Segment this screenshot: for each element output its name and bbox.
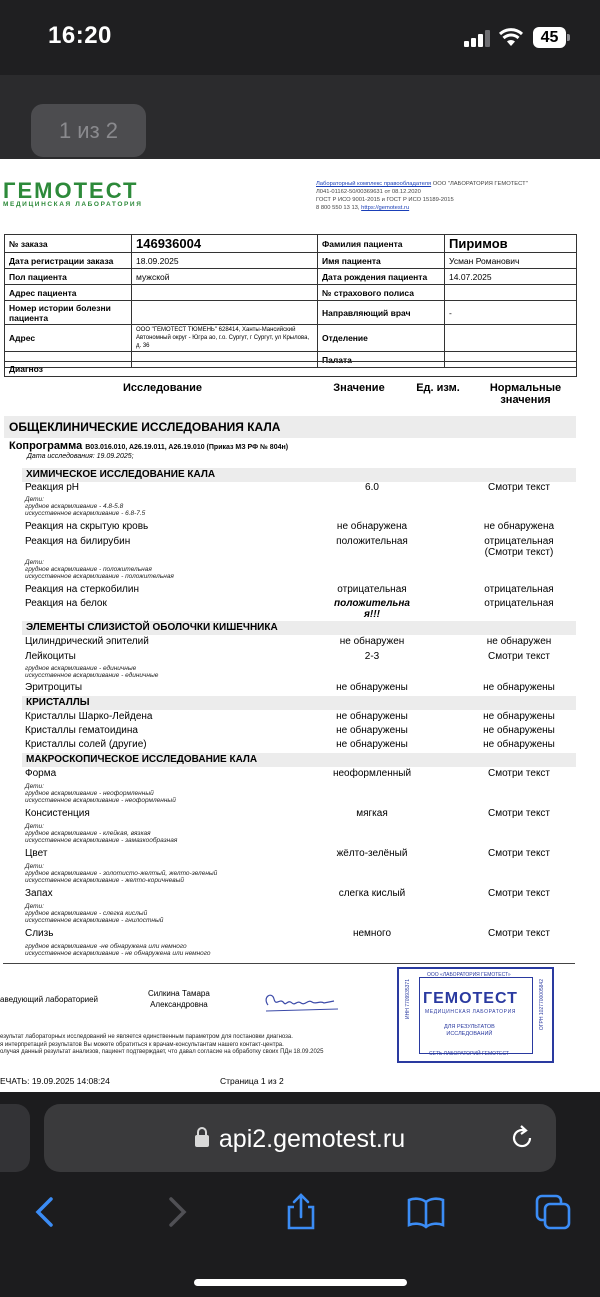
back-icon[interactable] — [26, 1192, 66, 1232]
reload-icon[interactable] — [508, 1124, 536, 1152]
pdf-viewer-header — [0, 75, 600, 159]
signature — [258, 987, 343, 1017]
page-number: Страница 1 из 2 — [220, 1076, 284, 1086]
home-indicator[interactable] — [194, 1279, 407, 1286]
col-norm: Нормальные значения — [489, 382, 562, 406]
ref-note: Дети: грудное вскармливание - золотисто-желтый, желто-зеленый искусственное вскармливание - желто-коричневый — [25, 863, 218, 884]
lab-report-document[interactable]: ГЕМОТЕСТ МЕДИЦИНСКАЯ ЛАБОРАТОРИЯ Лабораторный комплекс правообладателя ООО "ЛАБОРАТОРИЯ ГЕМОТЕСТ" Л041-01162-50/00369631 от 08.12.2020 ГОСТ Р ИСО 9001-2015 и ГОСТ Р ИСО 15189-2015 8 800 550 13 13, https://gemotest.ru № заказа 146936004 Фамилия пациента Пиримов Дата регистрации заказа 18.09.2025 Имя пациента Усман Романович Пол пациента мужской Дата рождения пациента 14.07.2025 Адрес пациента № страхового полиса Номер истории болезни пациента Направляющий врач - Адрес ООО "ГЕМОТЕСТ ТЮМЕНЬ" 628414, Ханты-Мансийский Автономный округ - Югра ао, г.о. Сургут, г Сургут, ул Крылова, д. 36 Отделение Палата Диагноз Исследование Значение Ед. изм. Нормальные значения ОБЩЕКЛИНИЧЕСКИЕ ИССЛЕДОВАНИЯ КАЛА Копрограмма B03.016.010, A26.19.011, A26.19.010 (Приказ МЗ РФ № 804н) Дата исследования: 19.09.2025; ХИМИЧЕСКОЕ ИССЛЕДОВАНИЕ КАЛА Реакция pH 6.0 Смотри текст Дети: грудное вскармливание - 4.8-5.8 искусственное вскармливание - 6.8-7.5 Реакция на скрытую кровь не обнаружена не обнаружена Реакция на билирубин положительная отрицательная (Смотри текст) Дети: грудное вскармливание - положительная искусственное вскармливание - положительная Реакция на стеркобилин отрицательная отрицательная Реакция на белок положительна я!!! отрицательная ЭЛЕМЕНТЫ СЛИЗИСТОЙ ОБОЛОЧКИ КИШЕЧНИКА Цилиндрический эпителий не обнаружен не обнаружен Лейкоциты 2-3 Смотри текст грудное вскармливание - единичные искусственное вскармливание - единичные Эритроциты не обнаружены не обнаружены КРИСТАЛЛЫ Кристаллы Шарко-Лейдена не обнаружены не обнаружены Кристаллы гематоидина не обнаружены не обнаружены Кристаллы солей (другие) не обнаружены не обнаружены МАКРОСКОПИЧЕСКОЕ ИССЛЕДОВАНИЕ КАЛА Форма неоформленный Смотри текст Дети: грудное вскармливание - неоформленный искусственное вскармливание - неоформленный Консистенция мягкая Смотри текст Дети: грудное вскармливание - клейкая, вязкая искусственное вскармливание - замазкообразная Цвет жёлто-зелёный Смотри текст Дети: грудное вскармливание - золотисто-желтый, желто-зеленый искусственное вскармливание - желто-коричневый Запах слегка кислый Смотри текст Дети: грудное вскармливание - слегка кислый искусственное вскармливание - гнилостный Слизь немного Смотри текст грудное вскармливание -не обнаружена или немного искусственное вскармливание - не обнаружена или немного аведующий лабораторией Силкина Тамара Александровна ООО «ЛАБОРАТОРИЯ ГЕМОТЕСТ» ГЕМОТЕСТ МЕДИЦИНСКАЯ ЛАБОРАТОРИЯ ДЛЯ РЕЗУЛЬТАТОВ ИССЛЕДОВАНИЙ СЕТЬ ЛАБОРАТОРИЙ ГЕМОТЕСТ ИНН 7709935371 ОГРН 1027700005842 езультат лабораторных исследований не является единственным параметром для постановки диагноза. я интерпретаций результатов Вы можете обратиться к врачам-консультантам нашего контакт-центра. олучая данный результат анализов, пациент подтверждает, что давал согласие на обработку своих ПДн 18.09.2025 ЕЧАТЬ: 19.09.2025 14:08:24 Страница 1 из 2 — [0, 159, 600, 1092]
head-of-lab-label: аведующий лабораторией — [0, 995, 99, 1004]
lab-stamp: ООО «ЛАБОРАТОРИЯ ГЕМОТЕСТ» ГЕМОТЕСТ МЕДИЦИНСКАЯ ЛАБОРАТОРИЯ ДЛЯ РЕЗУЛЬТАТОВ ИССЛЕДОВАНИЙ СЕТЬ ЛАБОРАТОРИЙ ГЕМОТЕСТ ИНН 7709935371 ОГРН 1027700005842 — [397, 967, 554, 1063]
col-test: Исследование — [122, 382, 203, 394]
previous-tab[interactable] — [0, 1104, 30, 1172]
coprogram-title: Копрограмма B03.016.010, A26.19.011, A26.19.010 (Приказ МЗ РФ № 804н) — [9, 440, 289, 452]
signer-name: Силкина Тамара Александровна — [148, 989, 210, 1009]
logo-main: ГЕМОТЕСТ — [3, 178, 139, 203]
battery-icon — [533, 27, 570, 48]
subsection-macro: МАКРОСКОПИЧЕСКОЕ ИССЛЕДОВАНИЕ КАЛА — [22, 753, 576, 767]
subsection-mucosa: ЭЛЕМЕНТЫ СЛИЗИСТОЙ ОБОЛОЧКИ КИШЕЧНИКА — [22, 621, 576, 635]
bookmarks-icon[interactable] — [406, 1192, 446, 1232]
lab-info: Лабораторный комплекс правообладателя ООО "ЛАБОРАТОРИЯ ГЕМОТЕСТ" Л041-01162-50/00369631 от 08.12.2020 ГОСТ Р ИСО 9001-2015 и ГОСТ Р ИСО 15189-2015 8 800 550 13 13, https://gemotest.ru — [316, 181, 528, 211]
ref-note: Дети: грудное вскармливание - клейкая, вязкая искусственное вскармливание - замазкообразная — [25, 823, 178, 844]
ref-note: Дети: грудное вскармливание - неоформленный искусственное вскармливание - неоформленный — [25, 783, 176, 804]
status-time: 16:20 — [48, 22, 112, 49]
battery-level: 45 — [533, 27, 566, 48]
address-bar[interactable] — [44, 1104, 556, 1172]
ref-note: Дети: грудное вскармливание - 4.8-5.8 искусственное вскармливание - 6.8-7.5 — [25, 496, 146, 517]
print-date: ЕЧАТЬ: 19.09.2025 14:08:24 — [0, 1076, 110, 1086]
page-indicator: 1 из 2 — [31, 104, 146, 157]
patient-info-table: № заказа 146936004 Фамилия пациента Пиримов Дата регистрации заказа 18.09.2025 Имя пациента Усман Романович Пол пациента мужской Дата рождения пациента 14.07.2025 Адрес пациента № страхового полиса Номер истории болезни пациента Направляющий врач - Адрес ООО "ГЕМОТЕСТ ТЮМЕНЬ" 628414, Ханты-Мансийский Автономный округ - Югра ао, г.о. Сургут, г Сургут, ул Крылова, д. 36 Отделение Палата — [4, 234, 577, 368]
cellular-signal-icon — [464, 30, 490, 47]
col-unit: Ед. изм. — [416, 382, 460, 394]
lab-link[interactable]: Лабораторный комплекс правообладателя — [316, 181, 432, 187]
subsection-chem: ХИМИЧЕСКОЕ ИССЛЕДОВАНИЕ КАЛА — [22, 468, 576, 482]
subsection-crystals: КРИСТАЛЛЫ — [22, 696, 576, 710]
share-icon[interactable] — [281, 1192, 321, 1232]
lock-icon — [195, 1135, 209, 1147]
wifi-icon — [498, 27, 524, 47]
col-value: Значение — [333, 382, 385, 394]
gemotest-logo — [3, 178, 143, 208]
ref-note: грудное вскармливание - единичные искусственное вскармливание - единичные — [25, 665, 159, 679]
patient-surname: Пиримов — [445, 235, 577, 253]
logo-sub: МЕДИЦИНСКАЯ ЛАБОРАТОРИЯ — [3, 201, 143, 208]
order-number: 146936004 — [132, 235, 318, 253]
browser-toolbar — [0, 1092, 600, 1297]
patient-name: Усман Романович — [445, 253, 577, 269]
ref-note: Дети: грудное вскармливание - слегка кислый искусственное вскармливание - гнилостный — [25, 903, 164, 924]
ref-note: грудное вскармливание -не обнаружена или немного искусственное вскармливание - не обнаружена или немного — [25, 943, 211, 957]
url-text: api2.gemotest.ru — [218, 1125, 406, 1153]
section-title: ОБЩЕКЛИНИЧЕСКИЕ ИССЛЕДОВАНИЯ КАЛА — [4, 416, 576, 438]
site-link[interactable]: https://gemotest.ru — [361, 205, 410, 211]
diagnosis-box: Диагноз — [4, 361, 577, 377]
coprogram-date: Дата исследования: 19.09.2025; — [27, 453, 134, 460]
forward-icon[interactable] — [156, 1192, 196, 1232]
tabs-icon[interactable] — [533, 1192, 573, 1232]
divider — [3, 963, 575, 964]
status-bar — [0, 0, 600, 75]
ref-note: Дети: грудное вскармливание - положительная искусственное вскармливание - положительная — [25, 559, 174, 580]
disclaimer: езультат лабораторных исследований не является единственным параметром для постановки диагноза. я интерпретаций результатов Вы можете обратиться к врачам-консультантам нашего контакт-центра. олучая данный результат анализов, пациент подтверждает, что давал согласие на обработку своих ПДн 18.09.2025 — [0, 1034, 324, 1055]
